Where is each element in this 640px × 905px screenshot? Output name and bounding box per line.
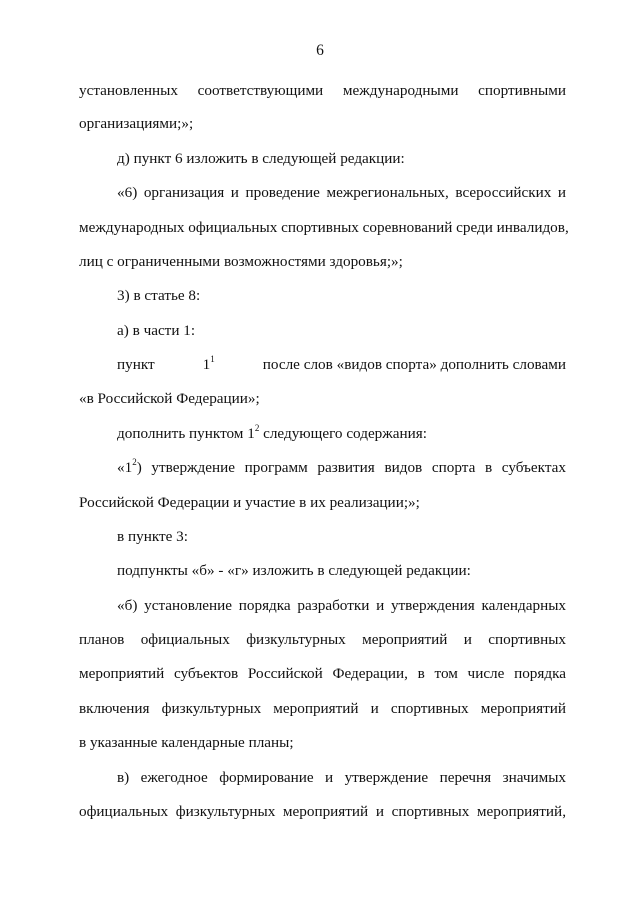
text-line-21: в) ежегодное формирование и утверждение перечня значимых (117, 769, 566, 786)
text-line-6: лиц с ограниченными возможностями здоровья;»; (79, 253, 403, 270)
superscript: 1 (210, 353, 215, 364)
text-line-22: официальных физкультурных мероприятий и спортивных мероприятий, (79, 803, 566, 820)
text-line-7: 3) в статье 8: (117, 287, 201, 304)
text-line-19: включения физкультурных мероприятий и спортивных мероприятий (79, 700, 566, 717)
text-line-14: в пункте 3: (117, 528, 188, 545)
superscript: 2 (132, 456, 137, 467)
text-line-4: «6) организация и проведение межрегиональных, всероссийских и (117, 184, 566, 201)
text-line-5: международных официальных спортивных соревнований среди инвалидов, (79, 219, 569, 236)
text-line-9 (117, 353, 566, 374)
text-line-10: «в Российской Федерации»; (79, 390, 260, 407)
page-number: 6 (316, 42, 324, 59)
text-fragment: после слов «видов спорта» дополнить словами (262, 356, 566, 373)
text-line-20: в указанные календарные планы; (79, 734, 294, 751)
text-line-17: планов официальных физкультурных мероприятий и спортивных (79, 631, 566, 648)
text-line-15: подпункты «б» - «г» изложить в следующей редакции: (117, 562, 471, 579)
text-line-11: дополнить пунктом $1^2$ следующего содержания: (117, 422, 427, 442)
text-line-13: Российской Федерации и участие в их реализации;»; (79, 494, 420, 511)
text-fragment: «$1^2$ (117, 456, 137, 476)
text-fragment: пункт (117, 356, 155, 373)
text-line-8: а) в части 1: (117, 322, 196, 339)
text-line-3: д) пункт 6 изложить в следующей редакции: (117, 150, 405, 167)
superscript: 2 (254, 422, 260, 433)
text-line-2: организациями;»; (79, 115, 194, 132)
text-line-18: мероприятий субъектов Российской Федерации, в том числе порядка (79, 665, 566, 682)
text-fragment: ) утверждение программ развития видов спорта в субъектах (136, 459, 566, 476)
text-line-12 (117, 456, 566, 477)
text-line-1: установленных соответствующими международными спортивными (79, 82, 566, 99)
text-fragment: $1^1$ (202, 353, 215, 373)
text-line-16: «б) установление порядка разработки и утверждения календарных (117, 597, 566, 614)
